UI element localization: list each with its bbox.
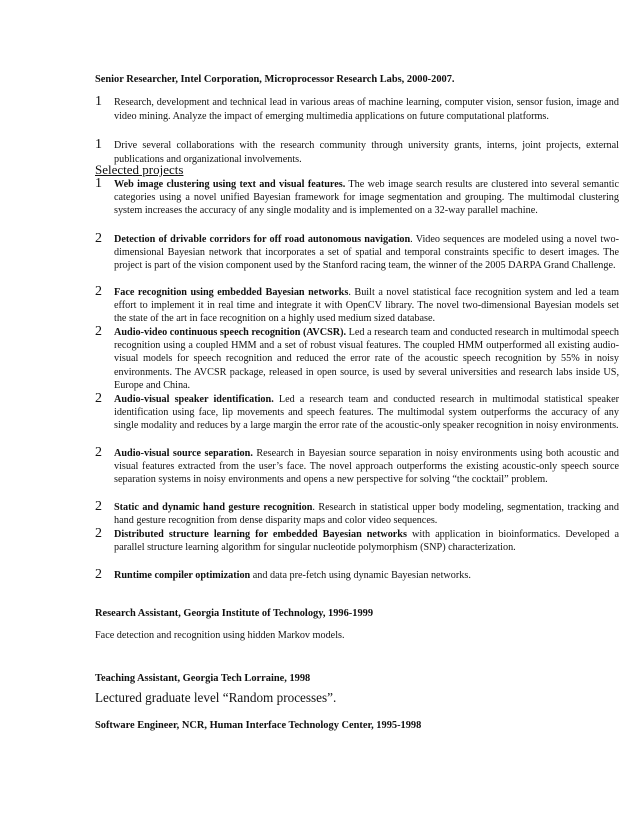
item-number: 2 [95, 391, 102, 406]
item-number: 2 [95, 499, 102, 514]
item-text: Research, development and technical lead in various areas of machine learning, computer vision, sensor fusion, image and video mining. Analyze the impact of emerging multimedia applications on future computational platforms. [114, 97, 619, 123]
item-number: 2 [95, 526, 102, 541]
item-text [114, 178, 619, 218]
project-description: . Research in statistical upper body modeling, segmentation, tracking and hand gesture recognition from dense disparity maps and color video sequences. [114, 502, 619, 527]
item-text: Drive several collaborations with the research community through university grants, interns, joint projects, external publications and organizational involvements. [114, 140, 619, 166]
item-text [114, 569, 619, 582]
list-item [95, 96, 619, 124]
project-title: Audio-visual speaker identification. [114, 394, 274, 405]
item-text [114, 393, 619, 433]
list-item [95, 501, 619, 527]
project-title: Detection of drivable corridors for off road autonomous navigation [114, 234, 411, 245]
project-description: and data pre-fetch using dynamic Bayesian networks. [250, 570, 471, 581]
project-title: Runtime compiler optimization [114, 570, 251, 581]
list-item [95, 233, 619, 273]
list-item [95, 393, 619, 433]
list-item [95, 178, 619, 218]
item-number: 2 [95, 445, 102, 460]
list-item [95, 286, 619, 326]
item-text [114, 286, 619, 326]
project-description: . Video sequences are modeled using a novel two-dimensional Bayesian network that incorporates a set of spatial and temporal constraints specific to desert images. The project is part of the vision component used by the Stanford racing team, the winner of the 2005 DARPA Grand Challenge. [114, 234, 619, 272]
item-text [114, 447, 619, 487]
project-title: Audio-video continuous speech recognition (AVCSR). [114, 327, 347, 338]
project-title: Static and dynamic hand gesture recognition [114, 502, 313, 513]
job-heading-ncr: Software Engineer, NCR, Human Interface Technology Center, 1995-1998 [95, 720, 422, 731]
project-title: Distributed structure learning for embedded Bayesian networks [114, 529, 407, 540]
job-heading-intel: Senior Researcher, Intel Corporation, Microprocessor Research Labs, 2000-2007. [95, 74, 455, 85]
item-text [114, 326, 619, 392]
item-number: 2 [95, 231, 102, 246]
list-item [95, 569, 619, 582]
job-heading-gt-lorraine: Teaching Assistant, Georgia Tech Lorraine, 1998 [95, 673, 311, 684]
item-number: 1 [95, 137, 102, 152]
project-title: Web image clustering using text and visual features. [114, 179, 346, 190]
project-description: with application in bioinformatics. Developed a parallel structure learning algorithm for singular nucleotide polymorphism (SNP) characterization. [114, 529, 619, 554]
selected-projects-title: Selected projects [95, 162, 184, 177]
project-description: Led a research team and conducted research in multimodal speech recognition using a coupled HMM and a set of robust visual features. The coupled HMM outperformed all existing audio-visual models for speech recognition and reduced the error rate of the acoustic speech recognition by 55% in noisy environments. The AVCSR package, released in open source, is used by several universities and research labs inside US, Europe and China. [114, 327, 619, 391]
project-description: . Built a novel statistical face recognition system and led a team effort to implement it in real time and integrate it with OpenCV library. The novel two-dimensional Bayesian models set the state of the art in face recognition on a highly used medium sized database. [114, 287, 619, 325]
item-text [114, 528, 619, 554]
project-description: Research in Bayesian source separation in noisy environments using both acoustic and visual features extracted from the user’s face. The novel approach outperforms the existing acoustic-only speech source separation systems in noisy environments and opens a new perspective for solving “the cocktail” problem. [114, 448, 619, 486]
list-item [95, 326, 619, 392]
job-description: Face detection and recognition using hidden Markov models. [95, 630, 345, 641]
job-heading-georgia-tech: Research Assistant, Georgia Institute of Technology, 1996-1999 [95, 608, 374, 619]
project-description: Led a research team and conducted research in multimodal statistical speaker identification using face, lip movements and speech features. The multimodal system outperforms the accuracy of any single modality and reduces by a large margin the error rate of the acoustic-only speaker recognition in noisy environments. [114, 394, 620, 432]
item-text [114, 233, 619, 273]
project-title: Audio-visual source separation. [114, 448, 253, 459]
item-number: 2 [95, 284, 102, 299]
project-title: Face recognition using embedded Bayesian networks [114, 287, 349, 298]
item-text [114, 501, 619, 527]
list-item [95, 447, 619, 487]
item-number: 2 [95, 567, 102, 582]
item-number: 1 [95, 176, 102, 191]
project-description: The web image search results are clustered into several semantic categories using a novel unified Bayesian framework for image segmentation and grouping. The multimodal clustering system increases the accuracy of any single modality and is implemented on a 32-way parallel machine. [114, 179, 620, 217]
item-number: 1 [95, 94, 102, 109]
job-description: Lectured graduate level “Random processes”. [95, 690, 337, 705]
list-item [95, 528, 619, 554]
item-number: 2 [95, 324, 102, 339]
